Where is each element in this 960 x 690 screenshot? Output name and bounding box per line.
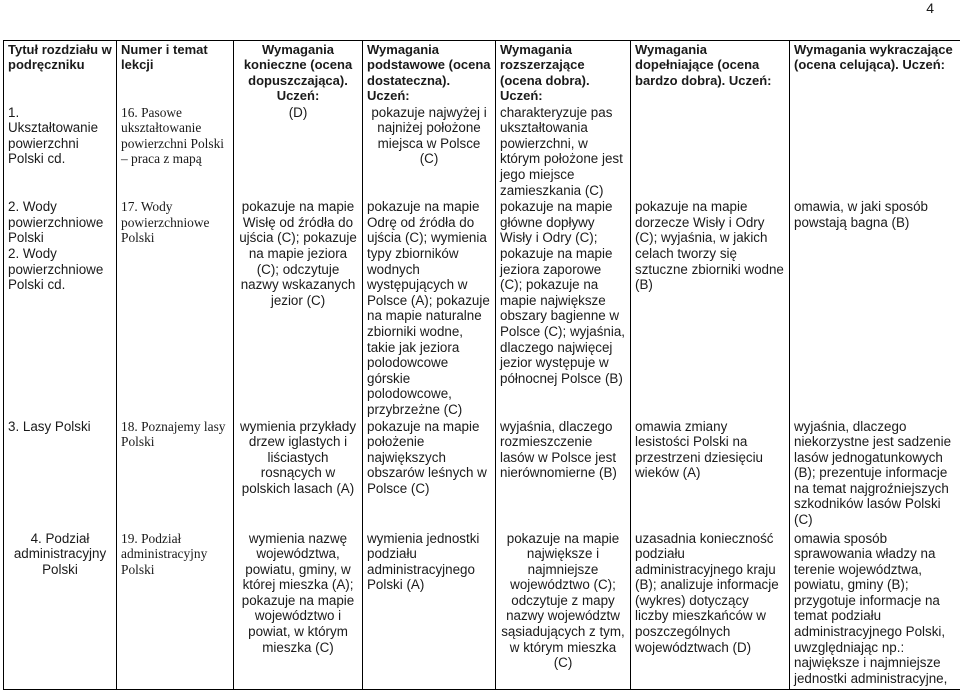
- lesson-cell: [117, 198, 234, 417]
- wykraczajace-cell: [790, 530, 960, 690]
- curriculum-table: [3, 40, 960, 690]
- dopelniajace-cell: [631, 104, 790, 199]
- konieczne-cell: [234, 418, 363, 530]
- dopelniajace-text: omawia zmiany lesistości Polski na przestrzeni dziesięciu wieków (A): [635, 419, 785, 481]
- rozszerzajace-text: wyjaśnia, dlaczego rozmieszczenie lasów w Polsce jest nierównomierne (B): [500, 419, 626, 481]
- header-chapter: Tytuł rozdziału w podręczniku: [4, 41, 117, 104]
- rozszerzajace-cell: [496, 418, 631, 530]
- konieczne-text: wymienia przykłady drzew iglastych i liściastych rosnących w polskich lasach (A): [238, 419, 358, 497]
- konieczne-cell: [234, 198, 363, 417]
- dopelniajace-cell: [631, 198, 790, 417]
- lesson-text: 18. Poznajemy lasy Polski: [121, 419, 229, 450]
- header-dopelniajace: Wymagania dopełniające (ocena bardzo dobra). Uczeń:: [631, 41, 790, 104]
- rozszerzajace-cell: [496, 104, 631, 199]
- chapter-cell: [4, 530, 117, 690]
- podstawowe-text: pokazuje najwyżej i najniżej położone miejsca w Polsce (C): [367, 105, 491, 167]
- header-lesson: Numer i temat lekcji: [117, 41, 234, 104]
- lesson-text: 17. Wody powierzchniowe Polski: [121, 199, 229, 246]
- wykraczajace-text: omawia sposób sprawowania władzy na terenie województwa, powiatu, gminy (B); przygotuje informacje na temat podziału administracyjnego Polski, uwzględniając np.: największe i najmniejsze jednostki administracyjne,: [794, 531, 956, 687]
- page-number: 4: [926, 0, 934, 16]
- rozszerzajace-cell: [496, 198, 631, 417]
- podstawowe-cell: [363, 530, 496, 690]
- konieczne-cell: [234, 530, 363, 690]
- chapter-text: 1. Ukształtowanie powierzchni Polski cd.: [8, 105, 112, 167]
- konieczne-text: (D): [238, 105, 358, 121]
- rozszerzajace-text: pokazuje na mapie główne dopływy Wisły i Odry (C); pokazuje na mapie jeziora zaporowe (C); pokazuje na mapie największe obszary bagienne w Polsce (C); wyjaśnia, dlaczego najwięcej jezior występuje w północnej Polsce (B): [500, 199, 626, 386]
- lesson-cell: [117, 418, 234, 530]
- rozszerzajace-text: pokazuje na mapie największe i najmniejsze województwo (C); odczytuje z mapy nazwy województw sąsiadujących z tym, w którym mieszka (C): [500, 531, 626, 671]
- wykraczajace-text: wyjaśnia, dlaczego niekorzystne jest sadzenie lasów jednogatunkowych (B); prezentuje informacje na temat najgroźniejszych szkodników lasów Polski (C): [794, 419, 956, 528]
- konieczne-cell: [234, 104, 363, 199]
- wykraczajace-cell: [790, 104, 960, 199]
- podstawowe-text: pokazuje na mapie położenie największych obszarów leśnych w Polsce (C): [367, 419, 491, 497]
- wykraczajace-cell: [790, 418, 960, 530]
- header-rozszerzajace: Wymagania rozszerzające (ocena dobra). Uczeń:: [496, 41, 631, 104]
- lesson-cell: [117, 530, 234, 690]
- header-wykraczajace: Wymagania wykraczające (ocena celująca). Uczeń:: [790, 41, 960, 104]
- dopelniajace-cell: [631, 530, 790, 690]
- konieczne-text: pokazuje na mapie Wisłę od źródła do ujścia (C); pokazuje na mapie jeziora (C); odczytuje nazwy wskazanych jezior (C): [238, 199, 358, 308]
- chapter-cell: [4, 418, 117, 530]
- chapter-cell: [4, 104, 117, 199]
- wykraczajace-cell: [790, 198, 960, 417]
- table-row: [4, 198, 960, 417]
- lesson-cell: [117, 104, 234, 199]
- podstawowe-text: wymienia jednostki podziału administracyjnego Polski (A): [367, 531, 491, 593]
- header-row: [4, 41, 960, 104]
- lesson-text: 19. Podział administracyjny Polski: [121, 531, 229, 578]
- lesson-text: 16. Pasowe ukształtowanie powierzchni Polski – praca z mapą: [121, 105, 229, 167]
- podstawowe-text: pokazuje na mapie Odrę od źródła do ujścia (C); wymienia typy zbiorników wodnych występujących w Polsce (A); pokazuje na mapie naturalne zbiorniki wodne, takie jak jeziora polodowcowe górskie polodowcowe, przybrzeżne (C): [367, 199, 491, 417]
- rozszerzajace-cell: [496, 530, 631, 690]
- table-row: [4, 104, 960, 199]
- podstawowe-cell: [363, 418, 496, 530]
- chapter-text: 4. Podział administracyjny Polski: [8, 531, 112, 578]
- chapter-cell: [4, 198, 117, 417]
- table-row: [4, 530, 960, 690]
- rozszerzajace-text: charakteryzuje pas ukształtowania powierzchni, w którym położone jest jego miejsce zamieszkania (C): [500, 105, 626, 199]
- podstawowe-cell: [363, 198, 496, 417]
- dopelniajace-cell: [631, 418, 790, 530]
- podstawowe-cell: [363, 104, 496, 199]
- header-konieczne: Wymagania konieczne (ocena dopuszczająca). Uczeń:: [234, 41, 363, 104]
- table-row: [4, 418, 960, 530]
- chapter-text: 2. Wody powierzchniowe Polski 2. Wody powierzchniowe Polski cd.: [8, 199, 112, 293]
- wykraczajace-text: omawia, w jaki sposób powstają bagna (B): [794, 199, 956, 230]
- header-podstawowe: Wymagania podstawowe (ocena dostateczna). Uczeń:: [363, 41, 496, 104]
- konieczne-text: wymienia nazwę województwa, powiatu, gminy, w której mieszka (A); pokazuje na mapie województwo i powiat, w którym mieszka (C): [238, 531, 358, 656]
- dopelniajace-text: pokazuje na mapie dorzecze Wisły i Odry (C); wyjaśnia, w jakich celach tworzy się sztuczne zbiorniki wodne (B): [635, 199, 785, 293]
- chapter-text: 3. Lasy Polski: [8, 419, 112, 435]
- dopelniajace-text: uzasadnia konieczność podziału administracyjnego kraju (B); analizuje informacje (wykres) dotyczący liczby mieszkańców w poszczególnych województwach (D): [635, 531, 785, 656]
